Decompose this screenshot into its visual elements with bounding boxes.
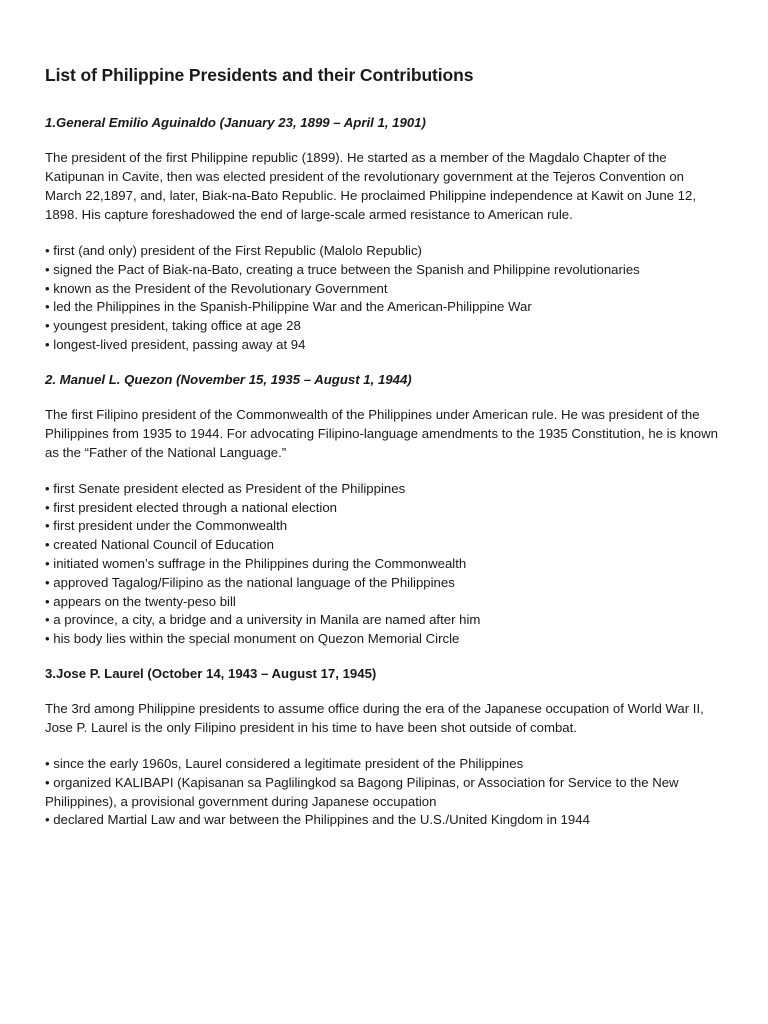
section-heading: 3.Jose P. Laurel (October 14, 1943 – August 17, 1945)	[45, 665, 377, 681]
list-item: • approved Tagalog/Filipino as the national language of the Philippines	[45, 574, 724, 593]
list-item: • youngest president, taking office at age 28	[45, 317, 724, 336]
list-item: • organized KALIBAPI (Kapisanan sa Paglilingkod sa Bagong Pilipinas, or Association for Service to the New Philippines), a provisional government during Japanese occupation	[45, 774, 724, 812]
list-item: • declared Martial Law and war between the Philippines and the U.S./United Kingdom in 1944	[45, 811, 724, 830]
list-item: • first (and only) president of the First Republic (Malolo Republic)	[45, 242, 724, 261]
list-item: • first president under the Commonwealth	[45, 517, 724, 536]
list-item: • known as the President of the Revolutionary Government	[45, 280, 724, 299]
section-paragraph: The 3rd among Philippine presidents to assume office during the era of the Japanese occupation of World War II, Jose P. Laurel is the only Filipino president in his time to have been shot outside of combat.	[45, 700, 704, 735]
list-item: • longest-lived president, passing away at 94	[45, 336, 724, 355]
list-item: • first Senate president elected as President of the Philippines	[45, 480, 724, 499]
list-item: • a province, a city, a bridge and a university in Manila are named after him	[45, 611, 724, 630]
list-item: • led the Philippines in the Spanish-Philippine War and the American-Philippine War	[45, 298, 724, 317]
list-item: • signed the Pact of Biak-na-Bato, creating a truce between the Spanish and Philippine revolutionaries	[45, 261, 724, 280]
list-item: • since the early 1960s, Laurel considered a legitimate president of the Philippines	[45, 755, 724, 774]
list-item: • created National Council of Education	[45, 536, 724, 555]
contribution-list	[45, 755, 724, 830]
contribution-list	[45, 480, 724, 649]
section-laurel	[45, 665, 724, 830]
section-heading: 1.General Emilio Aguinaldo (January 23, 1899 – April 1, 1901)	[45, 115, 426, 130]
section-aguinaldo	[45, 114, 724, 355]
contribution-list	[45, 242, 724, 355]
section-paragraph: The president of the first Philippine republic (1899). He started as a member of the Magdalo Chapter of the Katipunan in Cavite, then was elected president of the revolutionary government at the Tejeros Convention on March 22,1897, and, later, Biak-na-Bato Republic. He proclaimed Philippine independence at Kawit on June 12, 1898. His capture foreshadowed the end of large-scale armed resistance to American rule.	[45, 150, 696, 222]
section-paragraph: The first Filipino president of the Commonwealth of the Philippines under American rule. He was president of the Philippines from 1935 to 1944. For advocating Filipino-language amendments to the 1935 Constitution, he is known as the “Father of the National Language.”	[45, 406, 718, 460]
section-quezon	[45, 371, 724, 649]
list-item: • first president elected through a national election	[45, 499, 724, 518]
list-item: • appears on the twenty-peso bill	[45, 593, 724, 612]
list-item: • his body lies within the special monument on Quezon Memorial Circle	[45, 630, 724, 649]
document-title: List of Philippine Presidents and their Contributions	[45, 65, 474, 85]
section-heading: 2. Manuel L. Quezon (November 15, 1935 – August 1, 1944)	[45, 371, 412, 387]
list-item: • initiated women’s suffrage in the Philippines during the Commonwealth	[45, 555, 724, 574]
